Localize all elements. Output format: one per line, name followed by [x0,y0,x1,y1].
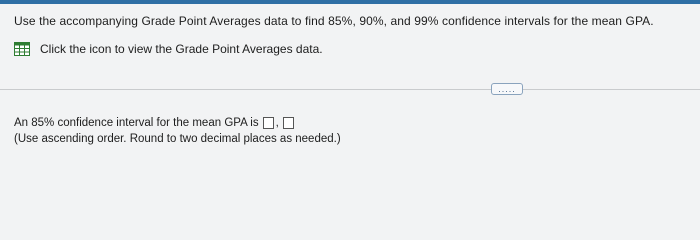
interval-prompt: An 85% confidence interval for the mean GPA is [14,117,259,129]
data-link-row[interactable] [14,42,323,56]
rounding-instructions: (Use ascending order. Round to two decimal places as needed.) [14,133,341,145]
interval-separator: , [275,117,279,129]
upper-bound-input[interactable] [283,117,294,129]
view-data-link[interactable]: Click the icon to view the Grade Point Averages data. [40,42,323,56]
lower-bound-input[interactable] [263,117,274,129]
question-text: Use the accompanying Grade Point Averages data to find 85%, 90%, and 99% confidence intervals for the mean GPA. [14,14,654,28]
expand-more-button[interactable]: ..... [491,83,523,95]
interval-answer-line [14,117,294,129]
table-grid-icon[interactable] [14,42,30,56]
top-accent-bar [0,0,700,4]
section-divider [0,89,700,90]
